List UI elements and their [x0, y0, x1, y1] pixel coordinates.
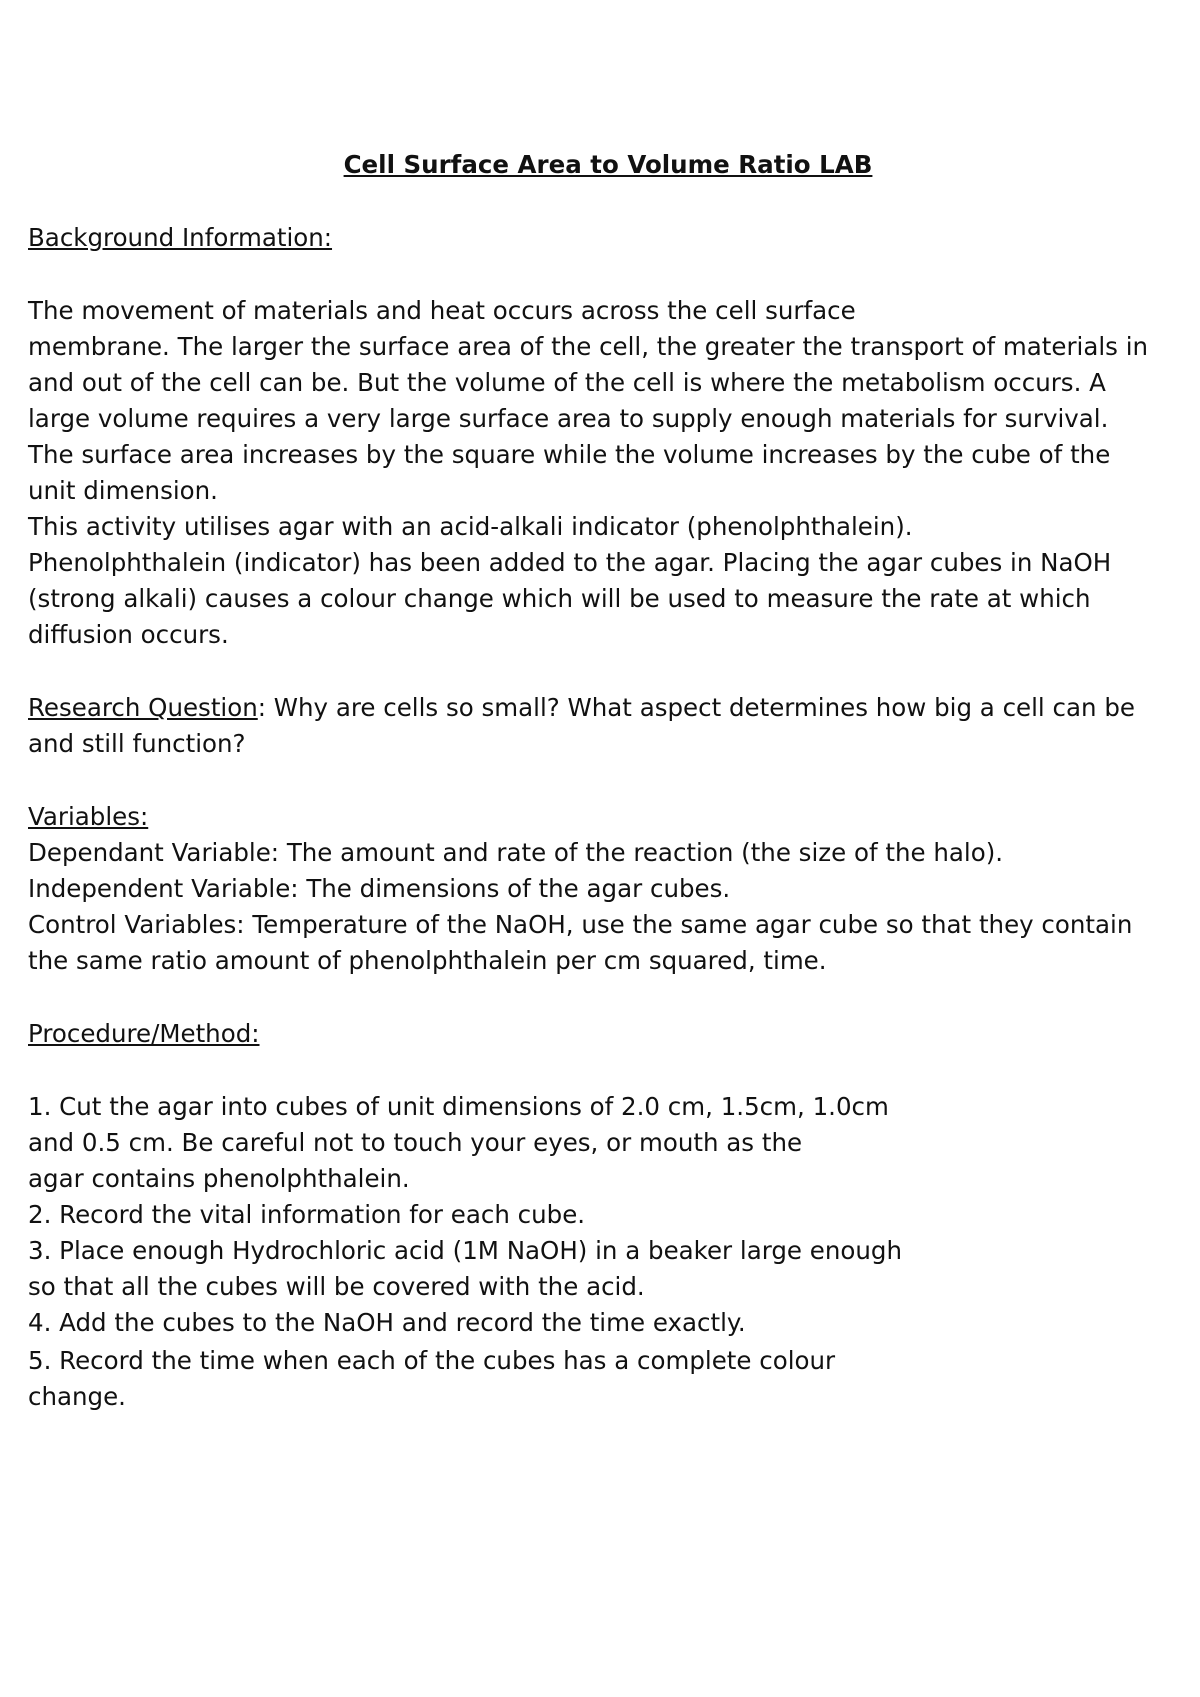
background-line: Phenolphthalein (indicator) has been added to the agar. Placing the agar cubes in NaOH [28, 548, 1112, 577]
procedure-step-line: so that all the cubes will be covered with the acid. [28, 1272, 645, 1301]
procedure-step-line: and 0.5 cm. Be careful not to touch your eyes, or mouth as the [28, 1128, 803, 1157]
background-line: (strong alkali) causes a colour change which will be used to measure the rate at which [28, 584, 1091, 613]
research-question [28, 690, 1135, 726]
background-line: membrane. The larger the surface area of the cell, the greater the transport of materials in [28, 332, 1149, 361]
control-variables-continued: the same ratio amount of phenolphthalein per cm squared, time. [28, 946, 827, 975]
procedure-step-line: 1. Cut the agar into cubes of unit dimensions of 2.0 cm, 1.5cm, 1.0cm [28, 1092, 889, 1121]
background-line: and out of the cell can be. But the volume of the cell is where the metabolism occurs. A [28, 368, 1106, 397]
background-line: diffusion occurs. [28, 620, 229, 649]
background-heading: Background Information: [28, 223, 333, 252]
document-title: Cell Surface Area to Volume Ratio LAB [343, 150, 873, 179]
background-line: large volume requires a very large surface area to supply enough materials for survival. [28, 404, 1109, 433]
procedure-step-line: 2. Record the vital information for each cube. [28, 1200, 586, 1229]
procedure-step-line: change. [28, 1382, 126, 1411]
background-line: unit dimension. [28, 476, 218, 505]
procedure-heading: Procedure/Method: [28, 1019, 260, 1048]
control-variables: Control Variables: Temperature of the NaOH, use the same agar cube so that they contain [28, 910, 1133, 939]
procedure-step-line: agar contains phenolphthalein. [28, 1164, 410, 1193]
research-question-continued: and still function? [28, 729, 246, 758]
variables-heading: Variables: [28, 802, 149, 831]
independent-variable: Independent Variable: The dimensions of the agar cubes. [28, 874, 731, 903]
background-line: This activity utilises agar with an acid-alkali indicator (phenolphthalein). [28, 512, 913, 541]
background-line: The movement of materials and heat occurs across the cell surface [28, 296, 856, 325]
research-question-label: Research Question [28, 693, 258, 722]
background-line: The surface area increases by the square while the volume increases by the cube of the [28, 440, 1111, 469]
procedure-step-line: 5. Record the time when each of the cubes has a complete colour [28, 1346, 836, 1375]
research-question-text: : Why are cells so small? What aspect determines how big a cell can be [257, 693, 1135, 722]
dependent-variable: Dependant Variable: The amount and rate of the reaction (the size of the halo). [28, 838, 1004, 867]
procedure-step-line: 4. Add the cubes to the NaOH and record the time exactly. [28, 1308, 746, 1337]
procedure-step-line: 3. Place enough Hydrochloric acid (1M NaOH) in a beaker large enough [28, 1236, 902, 1265]
